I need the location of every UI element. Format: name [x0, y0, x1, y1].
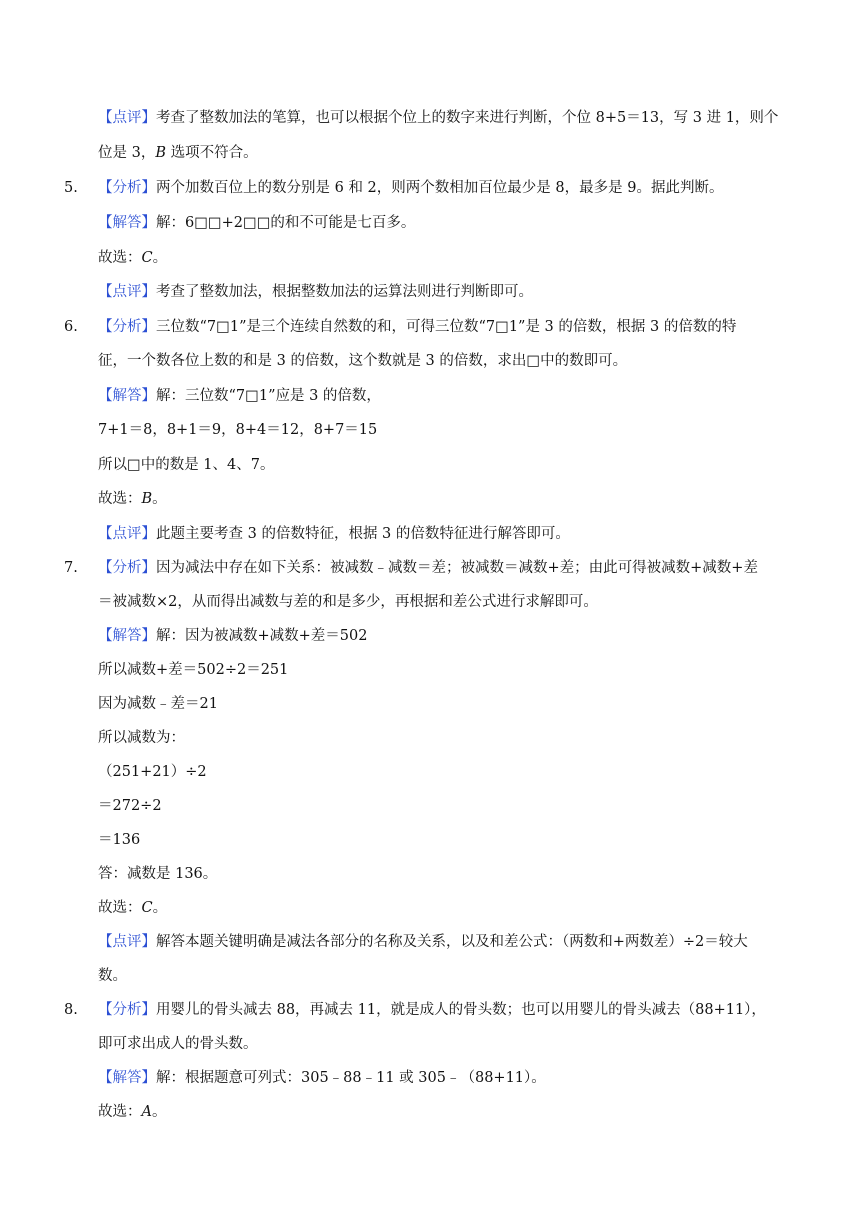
q7-choice: 故选：C。	[98, 900, 168, 916]
q4-review-line2: 位是 3，B 选项不符合。	[98, 145, 258, 161]
q7-step3: 所以减数为：	[98, 730, 185, 746]
q8-analysis-line2: 即可求出成人的骨头数。	[98, 1036, 258, 1052]
q8-number: 8.	[64, 1002, 78, 1018]
q7-number: 7.	[64, 560, 78, 576]
review-tag: 【点评】	[98, 284, 156, 300]
q6-answer: 【解答】解：三位数“7□1”应是 3 的倍数，	[98, 388, 381, 404]
q5-analysis: 【分析】两个加数百位上的数分别是 6 和 2，则两个数相加百位最少是 8，最多是 9。据此判断。	[98, 180, 724, 196]
q7-step5: ＝272÷2	[98, 798, 162, 814]
answer-tag: 【解答】	[98, 1070, 156, 1086]
q7-step1: 所以减数+差＝502÷2＝251	[98, 662, 289, 678]
analysis-tag: 【分析】	[98, 180, 156, 196]
q7-final: 答：减数是 136。	[98, 866, 218, 882]
answer-tag: 【解答】	[98, 628, 156, 644]
q7-analysis-line2: ＝被减数×2，从而得出减数与差的和是多少，再根据和差公式进行求解即可。	[98, 594, 598, 610]
q7-analysis: 【分析】因为减法中存在如下关系：被减数﹣减数＝差；被减数＝减数+差；由此可得被减数+减数+差	[98, 560, 758, 576]
answer-tag: 【解答】	[98, 215, 156, 231]
answer-tag: 【解答】	[98, 388, 156, 404]
q6-number: 6.	[64, 319, 78, 335]
q7-review: 【点评】解答本题关键明确是减法各部分的名称及关系，以及和差公式：（两数和+两数差）÷2＝较大	[98, 934, 748, 950]
analysis-tag: 【分析】	[98, 560, 156, 576]
q8-choice: 故选：A。	[98, 1104, 167, 1120]
q5-answer: 【解答】解：6□□+2□□的和不可能是七百多。	[98, 215, 416, 231]
q6-analysis-line2: 征，一个数各位上数的和是 3 的倍数，这个数就是 3 的倍数，求出□中的数即可。	[98, 353, 628, 369]
q7-review-line2: 数。	[98, 968, 127, 984]
q7-step2: 因为减数﹣差＝21	[98, 696, 218, 712]
q8-answer: 【解答】解：根据题意可列式：305﹣88﹣11 或 305﹣（88+11）。	[98, 1070, 546, 1086]
q6-review: 【点评】此题主要考查 3 的倍数特征，根据 3 的倍数特征进行解答即可。	[98, 526, 570, 542]
q7-step6: ＝136	[98, 832, 141, 848]
q5-review: 【点评】考查了整数加法，根据整数加法的运算法则进行判断即可。	[98, 284, 533, 300]
q6-result: 所以□中的数是 1、4、7。	[98, 457, 275, 473]
q4-review	[98, 108, 778, 128]
q5-choice: 故选：C。	[98, 250, 168, 266]
q4-review-line1: 考查了整数加法的笔算，也可以根据个位上的数字来进行判断，个位 8+5＝13，写 3 进 1，则个	[156, 110, 779, 126]
q8-analysis: 【分析】用婴儿的骨头减去 88，再减去 11，就是成人的骨头数；也可以用婴儿的骨头减去（88+11），	[98, 1002, 766, 1018]
q7-answer: 【解答】解：因为被减数+减数+差＝502	[98, 628, 368, 644]
review-tag: 【点评】	[98, 934, 156, 950]
review-tag: 【点评】	[98, 110, 156, 126]
q6-choice: 故选：B。	[98, 491, 167, 507]
q6-calc: 7+1＝8，8+1＝9，8+4＝12，8+7＝15	[98, 422, 378, 438]
q7-step4: （251+21）÷2	[98, 764, 207, 780]
q5-number: 5.	[64, 180, 78, 196]
analysis-tag: 【分析】	[98, 319, 156, 335]
analysis-tag: 【分析】	[98, 1002, 156, 1018]
review-tag: 【点评】	[98, 526, 156, 542]
q6-analysis: 【分析】三位数“7□1”是三个连续自然数的和，可得三位数“7□1”是 3 的倍数，根据 3 的倍数的特	[98, 319, 737, 335]
